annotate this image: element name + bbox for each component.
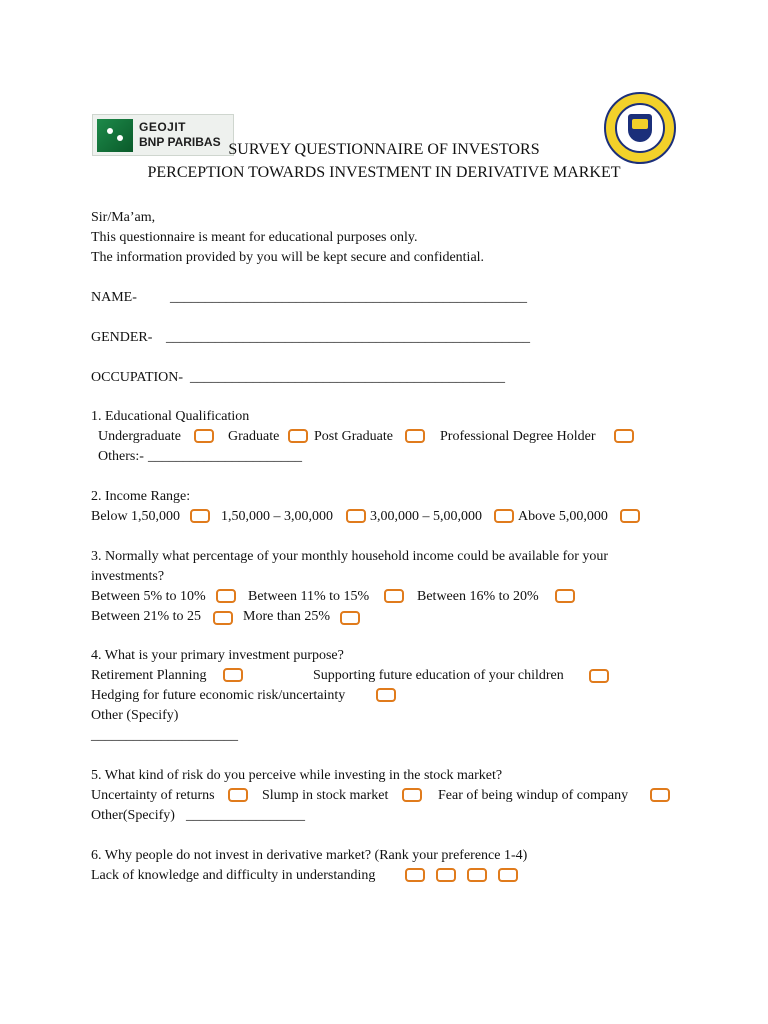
q2-option-checkbox[interactable] (190, 509, 210, 523)
q1-option-checkbox[interactable] (614, 429, 634, 443)
q2-question: 2. Income Range: (91, 489, 191, 504)
q5-other-field[interactable]: _________________ (186, 808, 305, 823)
q6-option-label: Lack of knowledge and difficulty in understanding (91, 868, 376, 883)
q6-rank-checkbox[interactable] (498, 868, 518, 882)
q5-option-checkbox[interactable] (228, 788, 248, 802)
q2-option-label: 1,50,000 – 3,00,000 (221, 509, 333, 524)
q6-rank-checkbox[interactable] (405, 868, 425, 882)
q4-option-checkbox[interactable] (223, 668, 243, 682)
q1-question: 1. Educational Qualification (91, 409, 250, 424)
name-field[interactable]: ___________________________________________________ (170, 290, 527, 305)
q4-other-label: Other (Specify) (91, 708, 179, 723)
q6-question: 6. Why people do not invest in derivative market? (Rank your preference 1-4) (91, 848, 528, 863)
q1-option-label: Post Graduate (314, 429, 393, 444)
title-line-2: PERCEPTION TOWARDS INVESTMENT IN DERIVATIVE MARKET (147, 164, 621, 181)
q1-option-checkbox[interactable] (288, 429, 308, 443)
q2-option-checkbox[interactable] (620, 509, 640, 523)
q4-option-label: Supporting future education of your children (313, 668, 564, 683)
q5-option-checkbox[interactable] (402, 788, 422, 802)
q4-question: 4. What is your primary investment purpose? (91, 648, 344, 663)
q3-option-label: More than 25% (243, 609, 331, 624)
name-label: NAME- (91, 290, 137, 305)
q4-other-field[interactable]: _____________________ (91, 728, 238, 743)
q1-others-field[interactable]: ______________________ (148, 449, 302, 464)
q6-rank-checkbox[interactable] (467, 868, 487, 882)
q3-option-checkbox[interactable] (213, 611, 233, 625)
logo-line-1: GEOJIT (139, 120, 187, 134)
q1-option-checkbox[interactable] (194, 429, 214, 443)
q2-option-label: 3,00,000 – 5,00,000 (370, 509, 482, 524)
q3-option-label: Between 16% to 20% (417, 589, 539, 604)
q1-option-checkbox[interactable] (405, 429, 425, 443)
salutation: Sir/Ma’am, (91, 210, 156, 225)
gender-label: GENDER- (91, 330, 153, 345)
occupation-label: OCCUPATION- (91, 370, 184, 385)
q3-option-label: Between 11% to 15% (248, 589, 370, 604)
q3-question-line-1: 3. Normally what percentage of your monthly household income could be available for your (91, 549, 609, 564)
q1-option-label: Professional Degree Holder (440, 429, 596, 444)
gender-field[interactable]: ____________________________________________________ (166, 330, 530, 345)
q2-option-checkbox[interactable] (494, 509, 514, 523)
q3-option-checkbox[interactable] (555, 589, 575, 603)
q5-option-checkbox[interactable] (650, 788, 670, 802)
q2-option-checkbox[interactable] (346, 509, 366, 523)
q3-question-line-2: investments? (91, 569, 165, 584)
q3-option-checkbox[interactable] (216, 589, 236, 603)
q3-option-label: Between 21% to 25 (91, 609, 202, 624)
intro-line-2: The information provided by you will be kept secure and confidential. (91, 250, 485, 265)
q2-option-label: Above 5,00,000 (518, 509, 608, 524)
q4-option-label: Hedging for future economic risk/uncertainty (91, 688, 346, 703)
q4-option-checkbox[interactable] (589, 669, 609, 683)
q5-option-label: Slump in stock market (262, 788, 389, 803)
q4-option-checkbox[interactable] (376, 688, 396, 702)
q1-others-label: Others:- (98, 449, 144, 464)
q2-option-label: Below 1,50,000 (91, 509, 181, 524)
q3-option-checkbox[interactable] (384, 589, 404, 603)
q3-option-checkbox[interactable] (340, 611, 360, 625)
q1-option-label: Undergraduate (98, 429, 181, 444)
occupation-field[interactable]: _____________________________________________ (190, 370, 505, 385)
q5-other-label: Other(Specify) (91, 808, 175, 823)
title-line-1: SURVEY QUESTIONNAIRE OF INVESTORS (228, 141, 540, 158)
q3-option-label: Between 5% to 10% (91, 589, 206, 604)
q5-option-label: Fear of being windup of company (438, 788, 629, 803)
q4-option-label: Retirement Planning (91, 668, 207, 683)
q6-rank-checkbox[interactable] (436, 868, 456, 882)
intro-line-1: This questionnaire is meant for educational purposes only. (91, 230, 418, 245)
q5-question: 5. What kind of risk do you perceive while investing in the stock market? (91, 768, 503, 783)
q5-option-label: Uncertainty of returns (91, 788, 215, 803)
q1-option-label: Graduate (228, 429, 280, 444)
logo-line-2: BNP PARIBAS (139, 135, 221, 149)
